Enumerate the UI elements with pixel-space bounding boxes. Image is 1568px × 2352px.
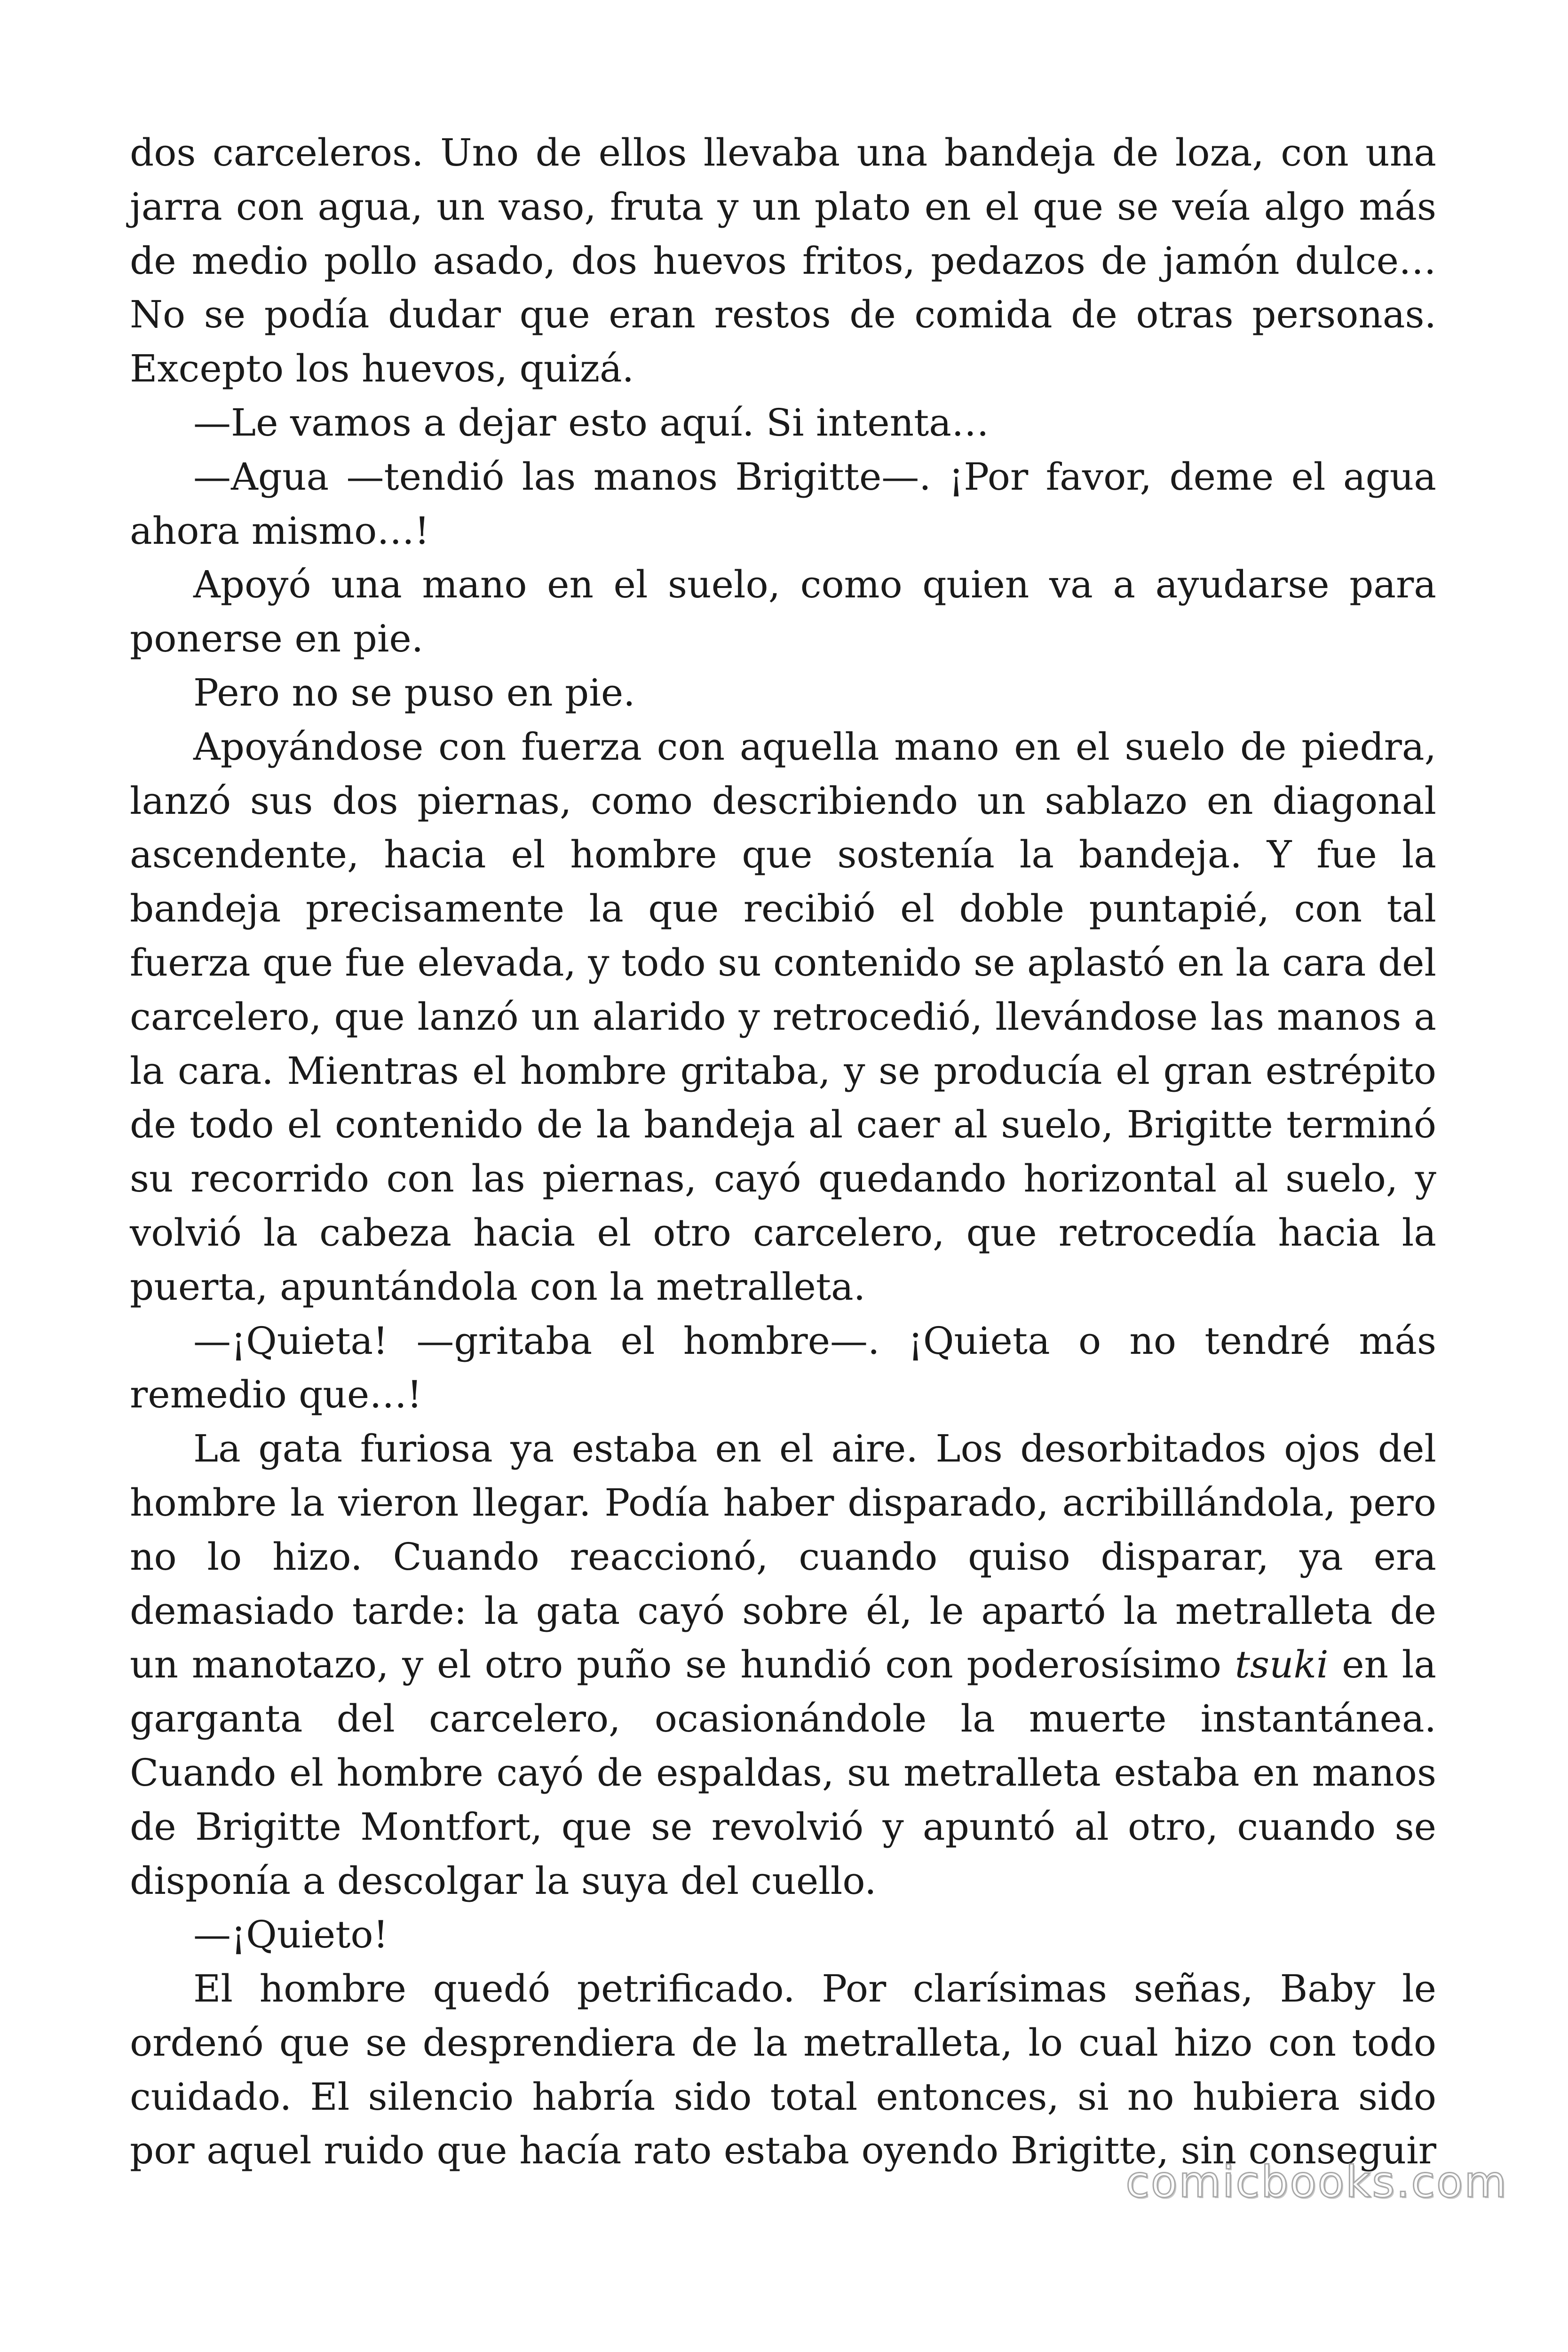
paragraph: dos carceleros. Uno de ellos llevaba una bandeja de loza, con una jarra con agua, un vaso, fruta y un plato en el que se veía algo más de medio pollo asado, dos huevos fritos, pedazos de jamón dulce… No se podía dudar que eran restos de comida de otras personas. Excepto los huevos, quizá. [130, 131, 1436, 391]
paragraph-with-italic [130, 1422, 1436, 1908]
page-body-text [130, 126, 1436, 2178]
paragraph-text-before: La gata furiosa ya estaba en el aire. Los desorbitados ojos del hombre la vieron llegar. Podía haber disparado, acribillándola, pero no lo hizo. Cuando reaccionó, cuando quiso disparar, ya era demasiado tarde: la gata cayó sobre él, le apartó la metralleta de un manotazo, y el otro puño se hundió con poderosísimo [130, 1427, 1436, 1687]
paragraph: —Le vamos a dejar esto aquí. Si intenta… [193, 400, 989, 445]
watermark-text: comicbooks.com [1125, 2157, 1508, 2207]
paragraph: —Agua —tendió las manos Brigitte—. ¡Por favor, deme el agua ahora mismo…! [130, 454, 1436, 553]
paragraph: Apoyándose con fuerza con aquella mano en el suelo de piedra, lanzó sus dos piernas, como describiendo un sablazo en diagonal ascendente, hacia el hombre que sostenía la bandeja. Y fue la bandeja precisamente la que recibió el doble puntapié, con tal fuerza que fue elevada, y todo su contenido se aplastó en la cara del carcelero, que lanzó un alarido y retrocedió, llevándose las manos a la cara. Mientras el hombre gritaba, y se producía el gran estrépito de todo el contenido de la bandeja al caer al suelo, Brigitte terminó su recorrido con las piernas, cayó quedando horizontal al suelo, y volvió la cabeza hacia el otro carcelero, que retrocedía hacia la puerta, apuntándola con la metralleta. [130, 724, 1436, 1309]
paragraph: —¡Quieta! —gritaba el hombre—. ¡Quieta o no tendré más remedio que…! [130, 1319, 1436, 1417]
paragraph-text-after: en la garganta del carcelero, ocasionándole la muerte instantánea. Cuando el hombre cayó de espaldas, su metralleta estaba en manos de Brigitte Montfort, que se revolvió y apuntó al otro, cuando se disponía a descolgar la suya del cuello. [130, 1643, 1437, 1903]
paragraph: Pero no se puso en pie. [193, 670, 635, 715]
italic-term: tsuki [1235, 1643, 1329, 1687]
paragraph: El hombre quedó petrificado. Por clarísimas señas, Baby le ordenó que se desprendiera de la metralleta, lo cual hizo con todo cuidado. El silencio habría sido total entonces, si no hubiera sido por aquel ruido que hacía rato estaba oyendo Brigitte, sin conseguir [130, 1967, 1436, 2173]
paragraph: Apoyó una mano en el suelo, como quien va a ayudarse para ponerse en pie. [130, 563, 1436, 661]
paragraph: —¡Quieto! [193, 1913, 388, 1957]
